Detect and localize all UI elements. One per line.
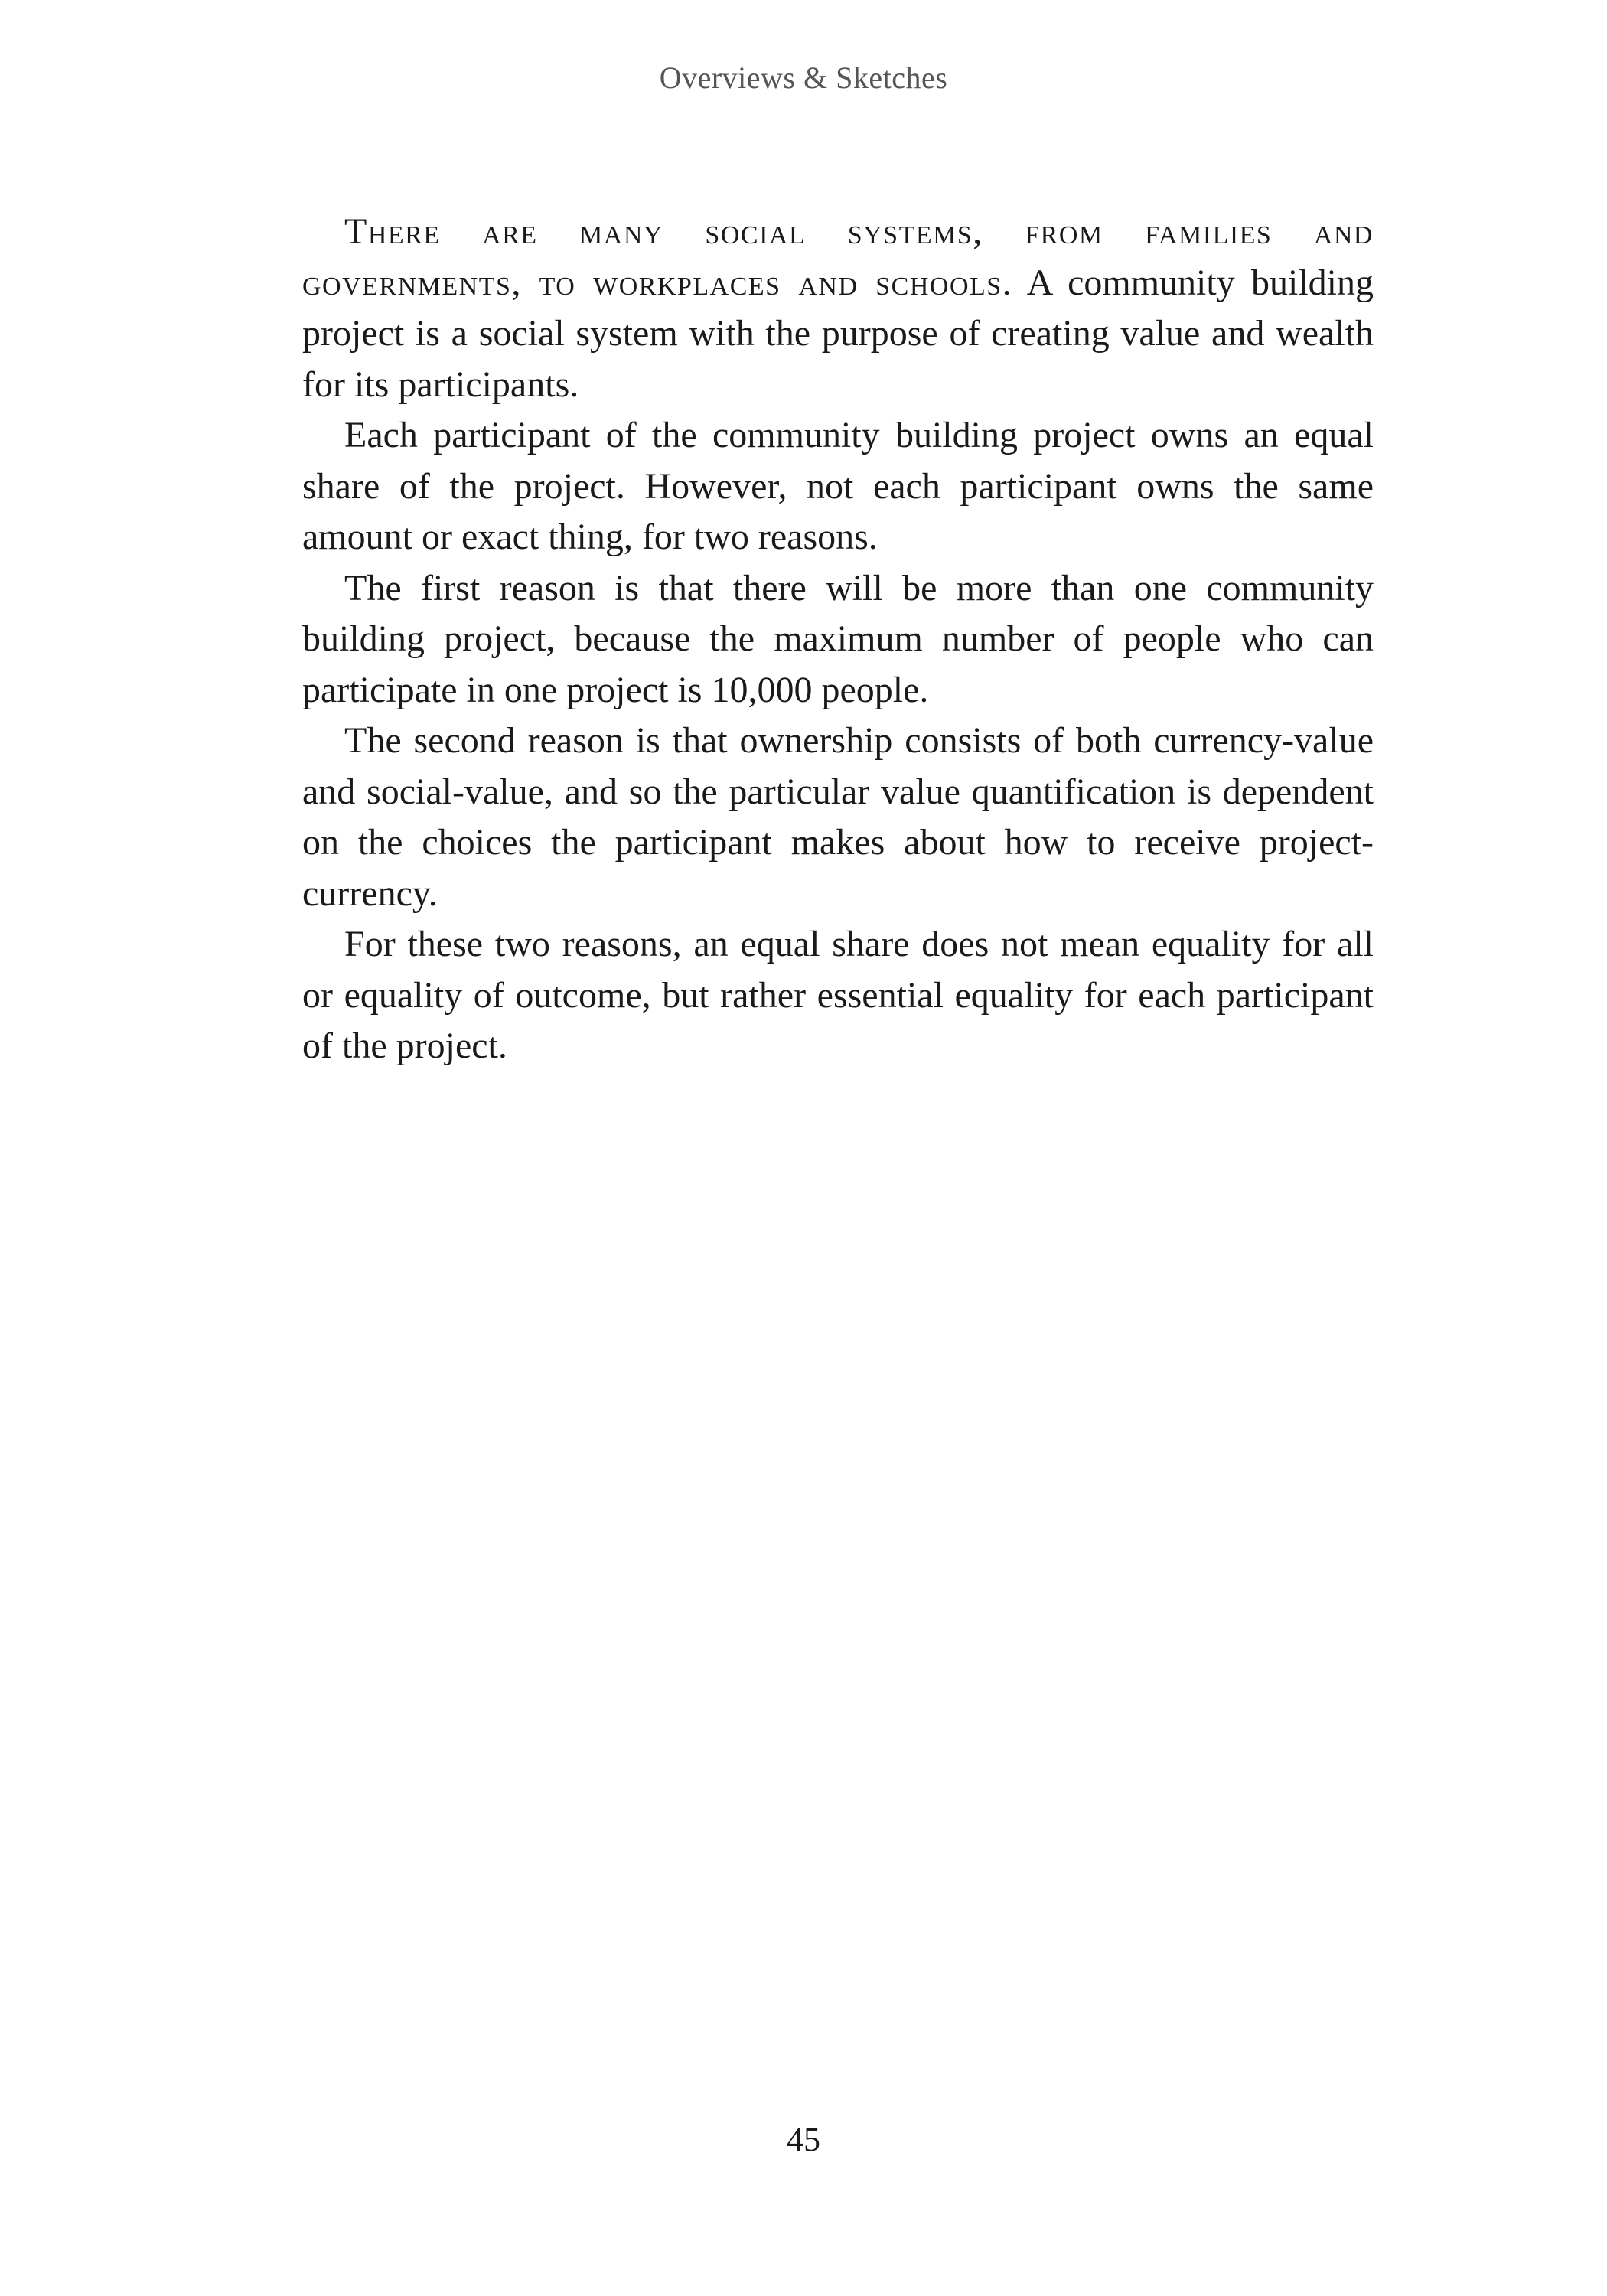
paragraph-1 bbox=[302, 207, 1374, 410]
paragraph-1-rest: A community building project is a social system with the purpose of creating value and wealth for its participants. bbox=[302, 262, 1374, 405]
paragraph-4: The second reason is that ownership consists of both currency-value and social-value, and so the particular value quantification is dependent on the choices the participant makes about how to receive project-currency. bbox=[302, 720, 1374, 914]
page-number: 45 bbox=[787, 2121, 820, 2158]
running-header: Overviews & Sketches bbox=[659, 60, 948, 95]
paragraph-1-lead-in: There are many social systems, from families and governments, to workplaces and schools. bbox=[302, 211, 1374, 303]
paragraph-2: Each participant of the community building project owns an equal share of the project. However, not each participant owns the same amount or exact thing, for two reasons. bbox=[302, 415, 1374, 557]
paragraph-3: The first reason is that there will be more than one community building project, because the maximum number of people who can participate in one project is 10,000 people. bbox=[302, 567, 1374, 710]
body-text bbox=[302, 207, 1374, 1072]
paragraph-5: For these two reasons, an equal share does not mean equality for all or equality of outcome, but rather essential equality for each participant of the project. bbox=[302, 924, 1374, 1066]
